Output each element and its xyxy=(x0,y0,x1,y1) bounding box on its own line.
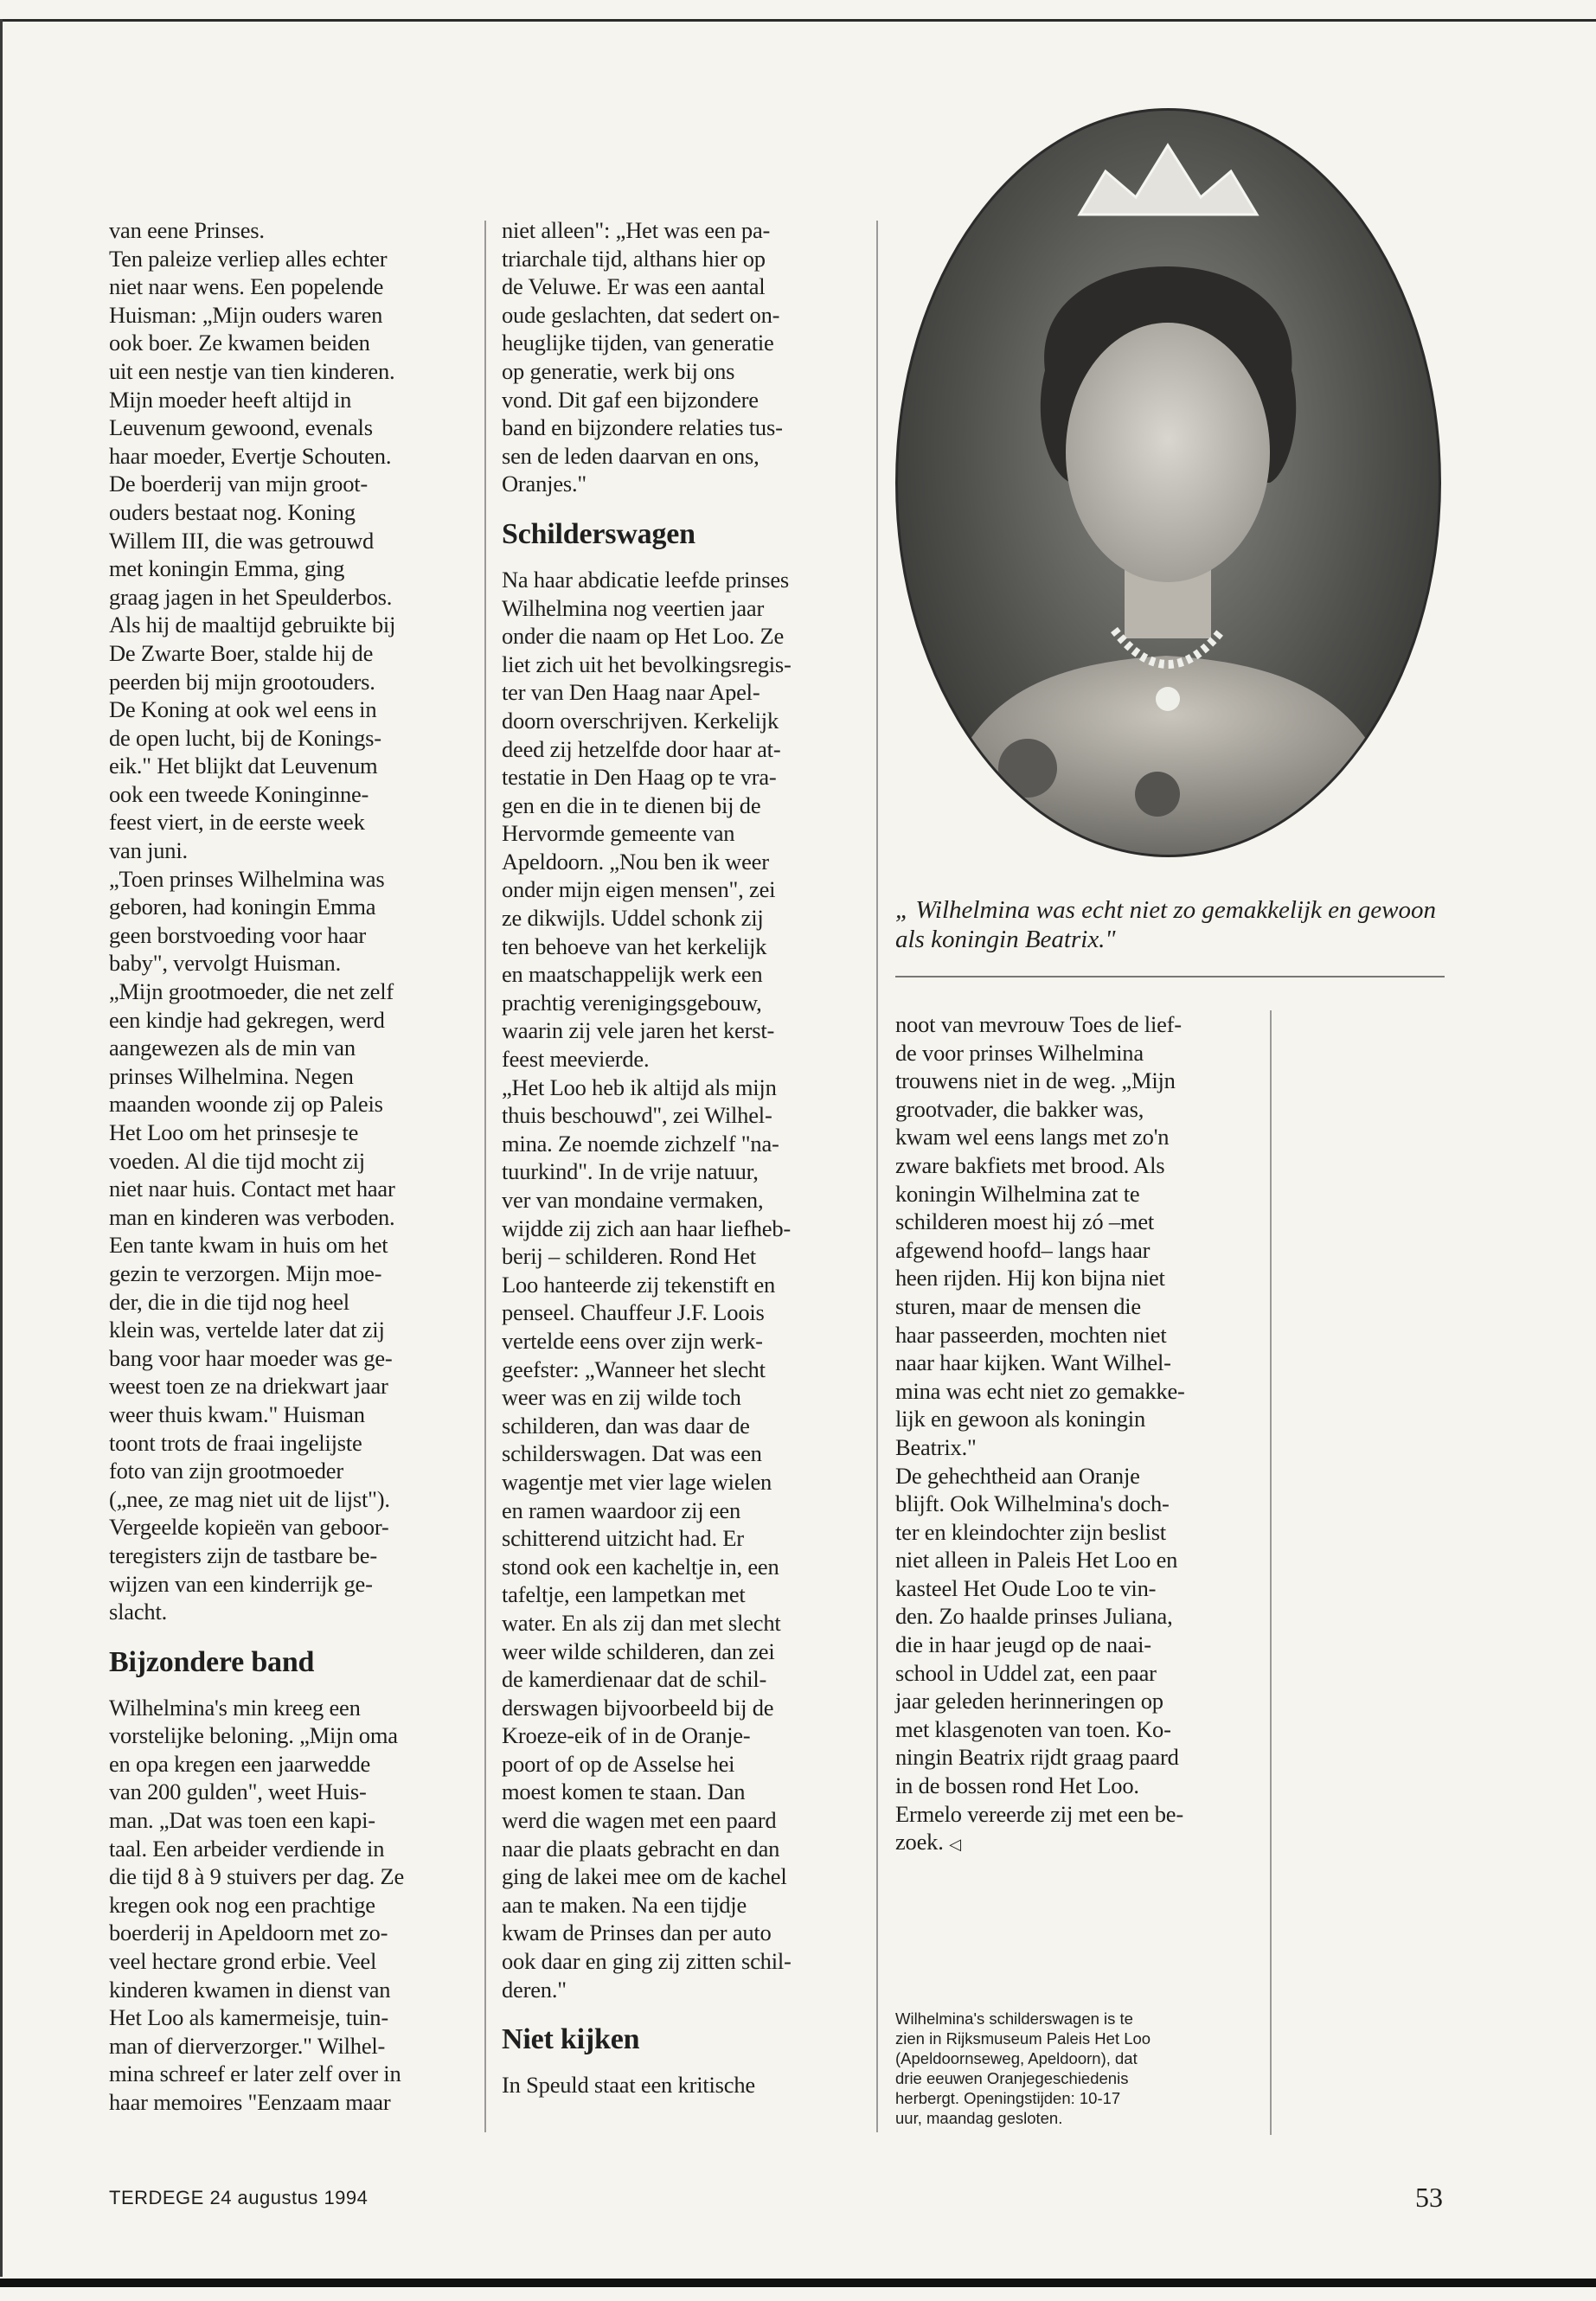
top-border-rule xyxy=(0,19,1596,22)
left-border-rule xyxy=(0,19,3,2277)
page-number: 53 xyxy=(1415,2182,1443,2213)
photo-caption: Wilhelmina's schilderswagen is te zien in Rijksmuseum Paleis Het Loo (Apeldoornseweg, Apeldoorn), dat drie eeuwen Oranjegeschiedenis herbergt. Openingstijden: 10-17 uur, maandag gesloten. xyxy=(895,2009,1151,2127)
column-divider-3 xyxy=(1270,1010,1272,2135)
column-2-schilderswagen-text: Na haar abdicatie leefde prinses Wilhelmina nog veertien jaar onder die naam op Het Loo. Ze liet zich uit het bevolkingsregis- ter van Den Haag naar Apel- doorn overschrijven. Kerkelijk deed zij hetzelfde door haar at- testatie in Den Haag op te vra- gen en die in te dienen bij de Hervormde gemeente van Apeldoorn. „Nou ben ik weer onder mijn eigen mensen", zei ze dikwijls. Uddel schonk zij ten behoeve van het kerkelijk en maatschappelijk werk een prachtig verenigingsgebouw, waarin zij vele jaren het kerst- feest meevierde. „Het Loo heb ik altijd als mijn thuis beschouwd", zei Wilhel- mina. Ze noemde zichzelf "na- tuurkind". In de vrije natuur, ver van mondaine vermaken, wijdde zij zich aan haar liefheb- berij – schilderen. Rond Het Loo hanteerde zij tekenstift en penseel. Chauffeur J.F. Loois vertelde eens over zijn werk- geefster: „Wanneer het slecht weer was en zij wilde toch schilderen, dan was daar de schilderswagen. Dat was een wagentje met vier lage wielen en ramen waardoor zij een schitterend uitzicht had. Er stond ook een kacheltje in, een tafeltje, een lampetkan met water. En als zij dan met slecht weer wilde schilderen, dan zei de kamerdienaar dat de schil- derswagen bijvoorbeeld bij de Kroeze-eik of in de Oranje- poort of op de Asselse hei moest komen te staan. Dan werd die wagen met een paard naar die plaats gebracht en dan ging de lakei mee om de kachel aan te maken. Na een tijdje kwam de Prinses dan per auto ook daar en ging zij zitten schil- deren." xyxy=(502,566,792,2003)
article-column-1 xyxy=(109,216,472,2117)
portrait-illustration xyxy=(898,111,1439,855)
portrait-photo-oval xyxy=(895,108,1441,857)
pull-quote: „ Wilhelmina was echt niet zo gemakkelijk en gewoon als koningin Beatrix." xyxy=(895,896,1436,953)
corsage-right xyxy=(1135,772,1180,817)
article-column-2 xyxy=(502,216,865,2099)
column-2-intro-text: niet alleen": „Het was een pa- triarchale tijd, althans hier op de Veluwe. Er was een aantal oude geslachten, dat sedert on- heuglijke tijden, van generatie op generatie, werk bij ons vond. Dit gaf een bijzondere band en bijzondere relaties tus- sen de leden daarvan en ons, Oranjes." xyxy=(502,217,783,497)
column-divider-1 xyxy=(484,221,486,2132)
footer-publication: TERDEGE 24 augustus 1994 xyxy=(109,2187,369,2208)
face-shape xyxy=(1066,323,1270,582)
tiara-shape xyxy=(1080,145,1257,215)
column-1-band-text: Wilhelmina's min kreeg een vorstelijke beloning. „Mijn oma en opa kregen een jaarwedde van 200 gulden", weet Huis- man. „Dat was toen een kapi- taal. Een arbeider verdiende in die tijd 8 à 9 stuivers per dag. Ze kregen ook nog een prachtige boerderij in Apeldoorn met zo- veel hectare grond erbie. Veel kinderen kwamen in dienst van Het Loo als kamermeisje, tuin- man of dierverzorger." Wilhel- mina schreef er later zelf over in haar memoires "Eenzaam maar xyxy=(109,1694,405,2115)
column-divider-2 xyxy=(876,221,878,2132)
bottom-border-rule xyxy=(0,2279,1596,2287)
subheading-bijzondere-band: Bijzondere band xyxy=(109,1645,315,1678)
end-mark-icon: ◁ xyxy=(949,1836,961,1854)
subheading-schilderswagen: Schilderswagen xyxy=(502,517,695,550)
column-3-text xyxy=(895,1010,1267,1859)
pendant-shape xyxy=(1156,687,1180,711)
pull-quote-rule xyxy=(895,976,1445,977)
subheading-niet-kijken: Niet kijken xyxy=(502,2023,640,2056)
column-1-intro-text: van eene Prinses. Ten paleize verliep alles echter niet naar wens. Een popelende Huisman: „Mijn ouders waren ook boer. Ze kwamen beiden uit een nestje van tien kinderen. Mijn moeder heeft altijd in Leuvenum gewoond, evenals haar moeder, Evertje Schouten. De boerderij van mijn groot- ouders bestaat nog. Koning Willem III, die was getrouwd met koningin Emma, ging graag jagen in het Speulderbos. Als hij de maaltijd gebruikte bij De Zwarte Boer, stalde hij de peerden bij mijn grootouders. De Koning at ook wel eens in de open lucht, bij de Konings- eik." Het blijkt dat Leuvenum ook een tweede Koninginne- feest viert, in de eerste week van juni. „Toen prinses Wilhelmina was geboren, had koningin Emma geen borstvoeding voor haar baby", vervolgt Huisman. „Mijn grootmoeder, die net zelf een kindje had gekregen, werd aangewezen als de min van prinses Wilhelmina. Negen maanden woonde zij op Paleis Het Loo om het prinsesje te voeden. Al die tijd mocht zij niet naar huis. Contact met haar man en kinderen was verboden. Een tante kwam in huis om het gezin te verzorgen. Mijn moe- der, die in die tijd nog heel klein was, vertelde later dat zij bang voor haar moeder was ge- weest toen ze na driekwart jaar weer thuis kwam." Huisman toont trots de fraai ingelijste foto van zijn grootmoeder („nee, ze mag niet uit de lijst"). Vergeelde kopieën van geboor- teregisters zijn de tastbare be- wijzen van een kinderrijk ge- slacht. xyxy=(109,217,396,1625)
corsage-left xyxy=(998,739,1057,798)
article-column-3 xyxy=(895,1010,1267,1859)
column-2-niet-kijken-text: In Speuld staat een kritische xyxy=(502,2072,755,2099)
column-3-body: noot van mevrouw Toes de lief- de voor prinses Wilhelmina trouwens niet in de weg. „Mijn grootvader, die bakker was, kwam wel eens langs met zo'n zware bakfiets met brood. Als koningin Wilhelmina zat te schilderen moest hij zó –met afgewend hoofd– langs haar heen rijden. Hij kon bijna niet sturen, maar de mensen die haar passeerden, mochten niet naar haar kijken. Want Wilhel- mina was echt niet zo gemakke- lijk en gewoon als koningin Beatrix." De gehechtheid aan Oranje blijft. Ook Wilhelmina's doch- ter en kleindochter zijn beslist niet alleen in Paleis Het Loo en kasteel Het Oude Loo te vin- den. Zo haalde prinses Juliana, die in haar jeugd op de naai- school in Uddel zat, een paar jaar geleden herinneringen op met klasgenoten van toen. Ko- ningin Beatrix rijdt graag paard in de bossen rond Het Loo. Ermelo vereerde zij met een be- zoek. xyxy=(895,1011,1185,1856)
